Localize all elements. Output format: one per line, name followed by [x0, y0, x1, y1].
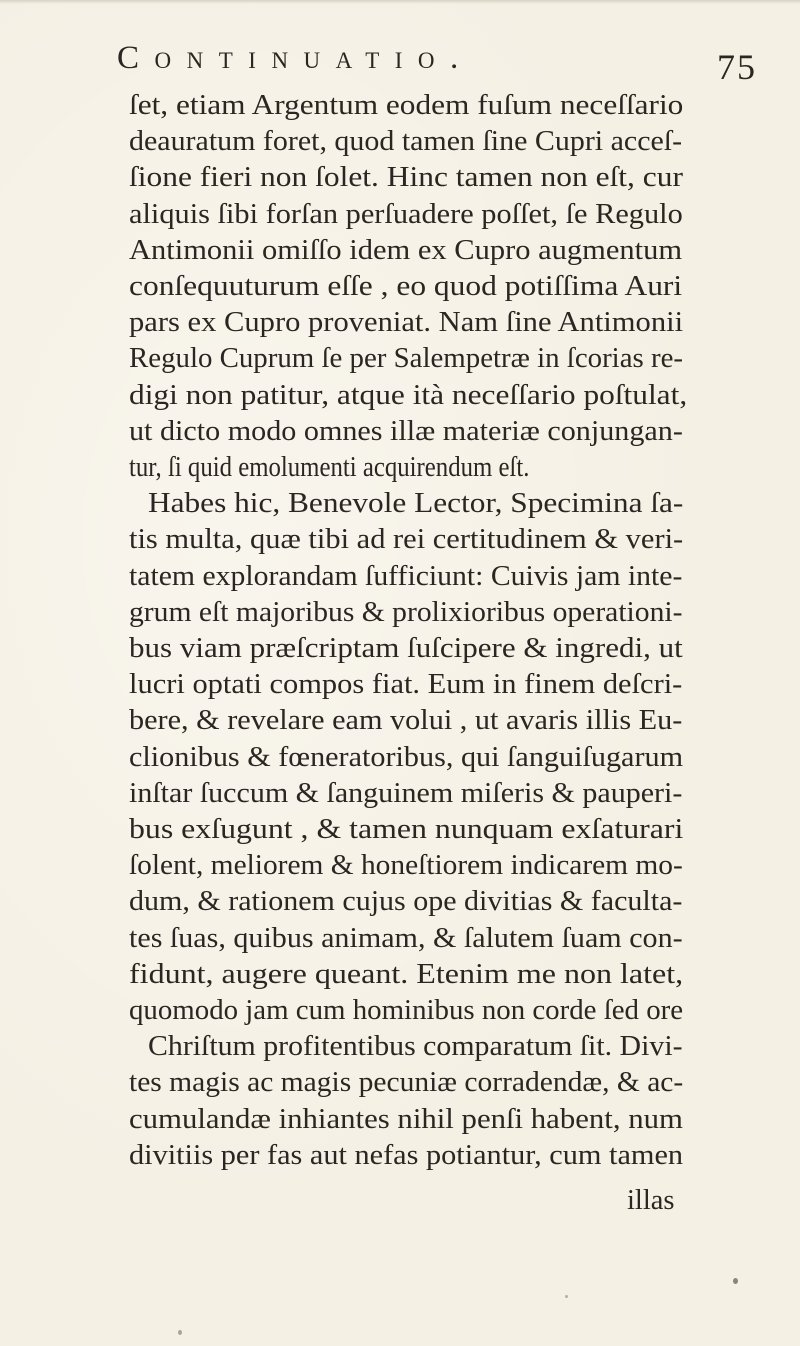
text-line: ſet, etiam Argentum eodem fuſum neceſſario — [129, 90, 684, 121]
text-line: ut dicto modo omnes illæ materiæ conjungan- — [129, 415, 683, 447]
text-line: tur, ſi quid emolumenti acquirendum eſt. — [129, 452, 530, 483]
running-head-title: Continuatio. — [117, 40, 474, 76]
text-line: ſolent, meliorem & honeſtiorem indicarem mo- — [129, 850, 683, 882]
text-line: tes ſuas, quibus animam, & ſalutem ſuam con- — [129, 922, 683, 954]
text-line: deauratum foret, quod tamen ſine Cupri acceſ- — [129, 126, 683, 158]
text-line: clionibus & fœneratoribus, qui ſanguiſugarum — [129, 741, 684, 773]
text-line: pars ex Cupro proveniat. Nam ſine Antimonii — [129, 307, 684, 339]
text-line: divitiis per fas aut nefas potiantur, cum tamen — [129, 1139, 684, 1171]
text-line: lucri optati compos fiat. Eum in finem deſcri- — [129, 669, 683, 701]
text-line: grum eſt majoribus & prolixioribus operationi- — [129, 596, 683, 628]
text-line: tatem explorandam ſufficiunt: Cuivis jam inte- — [129, 560, 683, 592]
text-line: Antimonii omiſſo idem ex Cupro augmentum — [129, 234, 683, 266]
paper-speck — [178, 1330, 182, 1335]
paper-speck — [733, 1278, 738, 1284]
text-line: fidunt, augere queant. Etenim me non latet, — [129, 958, 684, 990]
text-line: quomodo jam cum hominibus non corde ſed ore — [129, 995, 684, 1026]
text-line: conſequuturum eſſe , eo quod potiſſima Auri — [129, 271, 683, 302]
text-line: Chriſtum profitentibus comparatum ſit. Divi- — [148, 1031, 683, 1063]
text-line: Regulo Cuprum ſe per Salempetræ in ſcorias re- — [129, 343, 684, 375]
text-line: bus exſugunt , & tamen nunquam exſaturari — [129, 814, 684, 845]
catchword: illas — [627, 1185, 675, 1216]
text-line: tis multa, quæ tibi ad rei certitudinem & veri- — [129, 524, 684, 556]
text-line: ſione fieri non ſolet. Hinc tamen non eſt, cur — [129, 162, 683, 194]
text-line: dum, & rationem cujus ope divitias & faculta- — [129, 886, 683, 918]
text-line: digi non patitur, atque ità neceſſario poſtulat, — [129, 379, 688, 411]
page-top-edge — [0, 0, 800, 4]
text-line: bus viam præſcriptam ſuſcipere & ingredi, ut — [129, 633, 683, 664]
running-head — [0, 40, 800, 88]
page-number: 75 — [717, 47, 757, 87]
paper-speck — [565, 1295, 568, 1298]
text-line: inſtar ſuccum & ſanguinem miſeris & pauperi- — [129, 777, 683, 809]
text-line: cumulandæ inhiantes nihil penſi habent, num — [129, 1103, 683, 1135]
text-line: bere, & revelare eam volui , ut avaris illis Eu- — [129, 705, 683, 737]
text-line: tes magis ac magis pecuniæ corradendæ, & ac- — [129, 1067, 684, 1099]
text-line: Habes hic, Benevole Lector, Specimina ſa- — [148, 488, 684, 520]
text-line: aliquis ſibi forſan perſuadere poſſet, ſe Regulo — [129, 198, 683, 230]
